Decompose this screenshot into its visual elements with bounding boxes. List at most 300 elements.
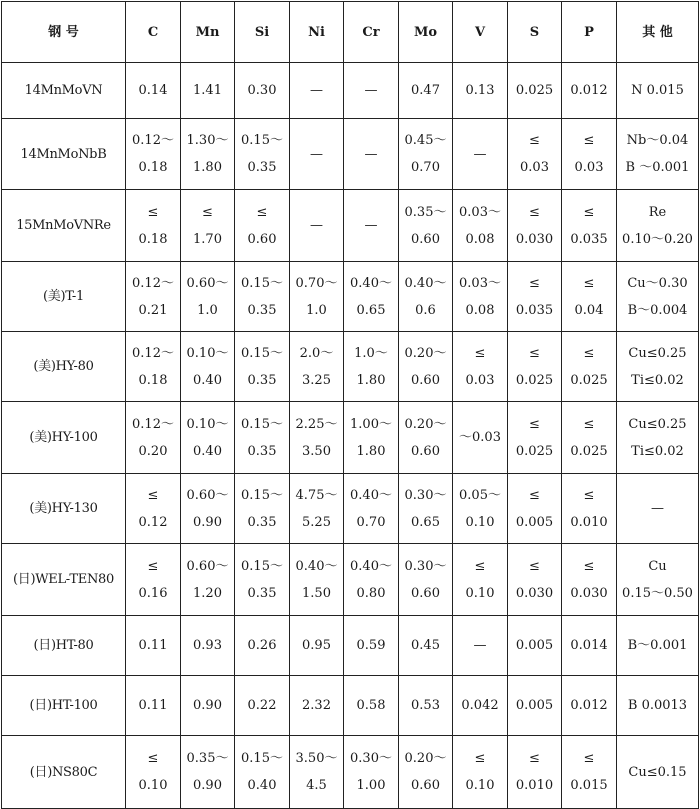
cell-si	[235, 262, 290, 332]
cell-line: B 0.0013	[627, 698, 688, 713]
cell-v	[453, 544, 508, 616]
column-header-p: P	[562, 2, 617, 63]
cell-line: 0.70	[356, 514, 386, 530]
cell-line: 0.15～	[241, 345, 283, 361]
cell-si	[235, 63, 290, 119]
cell-si	[235, 190, 290, 262]
cell-line: 0.35～	[186, 751, 229, 766]
cell-line: 4.5	[306, 778, 327, 793]
cell-line: 0.60～	[186, 487, 229, 503]
cell-line: 0.03	[465, 372, 495, 388]
cell-line: 0.60	[247, 231, 277, 247]
cell-line: ≤	[256, 204, 268, 220]
cell-line: Re	[648, 204, 667, 220]
cell-line: 0.60	[411, 585, 440, 601]
cell-mo	[399, 262, 453, 332]
cell-line: 0.10～0.20	[622, 231, 693, 247]
cell-line: ≤	[529, 416, 540, 432]
cell-c	[126, 676, 181, 736]
cell-other	[617, 190, 699, 262]
cell-line: B ～0.001	[625, 160, 690, 175]
cell-v	[453, 616, 508, 676]
cell-c	[126, 474, 181, 544]
cell-line: 0.90	[193, 514, 222, 530]
cell-line: 0.10～	[186, 345, 229, 361]
cell-line: 0.40	[193, 372, 222, 388]
cell-line: 0.40～	[350, 558, 392, 574]
cell-line: ≤	[529, 751, 540, 766]
cell-mo	[399, 676, 453, 736]
cell-line: Nb～0.04	[626, 133, 689, 148]
steel-grade-cell: 15MnMoVNRe	[2, 190, 126, 262]
cell-line: —	[364, 83, 378, 98]
cell-line: 0.16	[138, 585, 168, 601]
cell-line: Cu	[648, 558, 667, 574]
column-header-other: 其 他	[617, 2, 699, 63]
cell-v	[453, 119, 508, 190]
cell-p	[562, 676, 617, 736]
column-header-ni: Ni	[290, 2, 344, 63]
cell-si	[235, 402, 290, 474]
cell-line: 0.40～	[404, 275, 447, 291]
cell-si	[235, 332, 290, 402]
cell-line: ≤	[583, 751, 595, 766]
table-row	[2, 474, 699, 544]
cell-line: —	[473, 638, 487, 653]
cell-line: 0.35	[247, 585, 277, 601]
cell-line: 0.35	[247, 302, 277, 318]
cell-line: 0.05～	[459, 487, 501, 503]
cell-line: Cu≤0.15	[628, 764, 687, 780]
cell-mo	[399, 474, 453, 544]
cell-line: Ti≤0.02	[631, 443, 684, 459]
cell-line: 1.0	[306, 302, 327, 318]
cell-line: ≤	[583, 133, 595, 148]
cell-line: ≤	[583, 345, 595, 361]
cell-mn	[181, 676, 235, 736]
steel-composition-table	[1, 1, 699, 809]
cell-line: 1.50	[302, 585, 331, 601]
cell-mo	[399, 736, 453, 809]
cell-line: 1.80	[356, 443, 386, 459]
cell-line: —	[651, 501, 664, 516]
cell-line: 3.50～	[295, 751, 338, 766]
cell-line: 0.20～	[404, 751, 447, 766]
cell-other	[617, 262, 699, 332]
table-row	[2, 119, 699, 190]
cell-v	[453, 402, 508, 474]
cell-s	[508, 190, 562, 262]
table-row	[2, 332, 699, 402]
cell-line: 0.12～	[132, 133, 174, 148]
cell-line: 0.26	[247, 638, 277, 653]
cell-line: 0.30～	[404, 558, 447, 574]
cell-line: 0.35	[247, 514, 277, 530]
cell-line: ≤	[474, 345, 486, 361]
cell-ni	[290, 736, 344, 809]
cell-c	[126, 262, 181, 332]
cell-p	[562, 616, 617, 676]
cell-line: 0.60	[411, 372, 440, 388]
cell-p	[562, 262, 617, 332]
cell-line: 4.75～	[295, 487, 338, 503]
cell-line: 2.25～	[295, 416, 338, 432]
cell-line: 0.030	[570, 585, 608, 601]
cell-line: ≤	[583, 275, 595, 291]
cell-c	[126, 544, 181, 616]
cell-si	[235, 616, 290, 676]
cell-ni	[290, 676, 344, 736]
cell-cr	[344, 402, 399, 474]
column-header-v: V	[453, 2, 508, 63]
cell-s	[508, 332, 562, 402]
cell-line: 0.65	[411, 514, 440, 530]
cell-line: 0.35～	[404, 204, 447, 220]
cell-line: 0.40～	[350, 275, 392, 291]
cell-line: 0.80	[356, 585, 386, 601]
cell-line: 0.60	[411, 778, 440, 793]
table-row	[2, 63, 699, 119]
cell-line: Ti≤0.02	[631, 372, 684, 388]
cell-ni	[290, 63, 344, 119]
cell-mo	[399, 544, 453, 616]
cell-line: 0.40	[193, 443, 222, 459]
cell-cr	[344, 676, 399, 736]
cell-other	[617, 332, 699, 402]
cell-line: 0.005	[515, 638, 554, 653]
cell-v	[453, 63, 508, 119]
cell-line: 0.14	[138, 83, 168, 98]
cell-cr	[344, 616, 399, 676]
cell-line: 0.04	[574, 302, 604, 318]
cell-p	[562, 544, 617, 616]
table-row	[2, 736, 699, 809]
cell-line: ≤	[529, 487, 540, 503]
cell-cr	[344, 544, 399, 616]
cell-cr	[344, 474, 399, 544]
cell-line: —	[310, 146, 323, 162]
cell-s	[508, 119, 562, 190]
cell-p	[562, 402, 617, 474]
cell-line: ≤	[147, 487, 159, 503]
cell-c	[126, 402, 181, 474]
cell-line: 0.60	[411, 231, 440, 247]
cell-line: 0.15～	[241, 416, 283, 432]
cell-line: 1.80	[356, 372, 386, 388]
cell-c	[126, 63, 181, 119]
cell-cr	[344, 63, 399, 119]
cell-line: 0.30～	[350, 751, 392, 766]
cell-line: 0.10	[465, 514, 495, 530]
cell-line: 0.35	[247, 160, 277, 175]
cell-mo	[399, 119, 453, 190]
cell-line: 0.95	[302, 638, 331, 653]
column-header-c: C	[126, 2, 181, 63]
table-row	[2, 616, 699, 676]
cell-line: 0.60～	[186, 558, 229, 574]
steel-grade-cell: (日)HT-100	[2, 676, 126, 736]
cell-other	[617, 544, 699, 616]
cell-mn	[181, 544, 235, 616]
cell-mo	[399, 190, 453, 262]
cell-line: 0.15～	[241, 487, 283, 503]
cell-s	[508, 402, 562, 474]
cell-si	[235, 676, 290, 736]
cell-line: ≤	[583, 487, 595, 503]
column-header-si: Si	[235, 2, 290, 63]
cell-line: Cu～0.30	[627, 275, 688, 291]
cell-other	[617, 474, 699, 544]
cell-line: Cu≤0.25	[628, 345, 687, 361]
table-row	[2, 262, 699, 332]
cell-line: —	[364, 218, 378, 233]
cell-line: ≤	[474, 751, 486, 766]
cell-line: 0.035	[570, 231, 608, 247]
cell-line: 1.41	[193, 83, 222, 98]
cell-line: 0.15～	[241, 751, 283, 766]
cell-line: 0.12～	[132, 275, 174, 291]
cell-line: 0.18	[138, 231, 168, 247]
cell-line: 0.30	[247, 83, 277, 98]
cell-line: 0.40～	[295, 558, 338, 574]
cell-line: 0.005	[515, 514, 554, 530]
cell-line: 0.45	[411, 638, 440, 653]
cell-line: 1.70	[193, 231, 222, 247]
cell-line: 0.012	[570, 83, 608, 98]
cell-c	[126, 736, 181, 809]
cell-p	[562, 119, 617, 190]
cell-line: 0.03	[574, 160, 604, 175]
cell-v	[453, 736, 508, 809]
cell-line: 0.40～	[350, 487, 392, 503]
cell-mn	[181, 63, 235, 119]
cell-other	[617, 63, 699, 119]
cell-line: ≤	[474, 558, 486, 574]
cell-line: ≤	[529, 133, 540, 148]
cell-line: 0.21	[138, 302, 168, 318]
cell-line: 1.80	[193, 160, 222, 175]
cell-line: 0.45～	[404, 133, 447, 148]
cell-line: 0.014	[570, 638, 608, 653]
cell-line: 0.65	[356, 302, 386, 318]
cell-line: 0.20～	[404, 345, 447, 361]
cell-line: 0.70	[411, 160, 440, 175]
cell-si	[235, 119, 290, 190]
cell-v	[453, 190, 508, 262]
cell-line: 0.20～	[404, 416, 447, 432]
cell-line: 0.18	[138, 160, 168, 175]
cell-line: ≤	[529, 558, 540, 574]
cell-line: 0.03～	[459, 204, 501, 220]
header-row	[2, 2, 699, 63]
cell-line: 0.11	[138, 638, 168, 653]
cell-line: ≤	[147, 558, 159, 574]
cell-v	[453, 332, 508, 402]
cell-si	[235, 544, 290, 616]
cell-cr	[344, 190, 399, 262]
steel-grade-cell: (美)HY-100	[2, 402, 126, 474]
cell-ni	[290, 332, 344, 402]
cell-line: 0.12	[138, 514, 168, 530]
cell-p	[562, 190, 617, 262]
cell-mn	[181, 332, 235, 402]
cell-v	[453, 676, 508, 736]
cell-line: 2.32	[302, 698, 331, 713]
cell-cr	[344, 332, 399, 402]
cell-line: 0.70～	[295, 275, 338, 291]
cell-line: 0.12～	[132, 345, 174, 361]
cell-mo	[399, 63, 453, 119]
cell-line: 0.03～	[459, 275, 501, 291]
cell-line: —	[310, 218, 323, 233]
cell-line: 0.025	[515, 372, 554, 388]
cell-line: 0.15～	[241, 275, 283, 291]
cell-line: ≤	[529, 275, 540, 291]
cell-mo	[399, 616, 453, 676]
cell-cr	[344, 262, 399, 332]
cell-line: 0.53	[411, 698, 440, 713]
cell-line: 0.6	[415, 302, 436, 318]
cell-p	[562, 474, 617, 544]
cell-line: ≤	[583, 558, 595, 574]
cell-v	[453, 474, 508, 544]
cell-line: 0.20	[138, 443, 168, 459]
cell-line: ≤	[529, 345, 540, 361]
cell-line: 1.0～	[354, 345, 388, 361]
cell-c	[126, 332, 181, 402]
cell-line: 0.025	[515, 83, 554, 98]
cell-line: 5.25	[302, 514, 331, 530]
cell-line: 0.59	[356, 638, 386, 653]
cell-s	[508, 262, 562, 332]
cell-c	[126, 616, 181, 676]
cell-line: 0.58	[356, 698, 386, 713]
cell-line: 1.00～	[350, 416, 392, 432]
cell-ni	[290, 474, 344, 544]
table-row	[2, 190, 699, 262]
steel-grade-cell: (美)HY-80	[2, 332, 126, 402]
cell-line: 0.93	[193, 638, 222, 653]
cell-other	[617, 119, 699, 190]
cell-line: 0.042	[461, 698, 499, 713]
cell-ni	[290, 402, 344, 474]
cell-line: —	[364, 146, 378, 162]
cell-line: 0.35	[247, 372, 277, 388]
cell-other	[617, 676, 699, 736]
cell-line: 0.012	[570, 698, 608, 713]
cell-s	[508, 474, 562, 544]
cell-line: 0.08	[465, 302, 495, 318]
cell-mn	[181, 119, 235, 190]
cell-line: 0.30～	[404, 487, 447, 503]
steel-grade-cell: (日)HT-80	[2, 616, 126, 676]
cell-ni	[290, 262, 344, 332]
cell-line: Cu≤0.25	[628, 416, 687, 432]
cell-line: 0.11	[138, 698, 168, 713]
cell-si	[235, 474, 290, 544]
cell-other	[617, 402, 699, 474]
cell-s	[508, 736, 562, 809]
steel-grade-cell: (美)T-1	[2, 262, 126, 332]
cell-line: 0.08	[465, 231, 495, 247]
cell-line: 0.03	[520, 160, 549, 175]
cell-line: 0.15～	[241, 558, 283, 574]
cell-mo	[399, 332, 453, 402]
cell-line: B～0.001	[627, 638, 688, 653]
cell-line: 1.20	[193, 585, 222, 601]
cell-cr	[344, 119, 399, 190]
table-body	[2, 63, 699, 809]
cell-s	[508, 544, 562, 616]
table-row	[2, 544, 699, 616]
cell-line: ≤	[202, 204, 213, 220]
cell-line: 0.15～0.50	[622, 585, 693, 601]
cell-line: 2.0～	[299, 345, 334, 361]
cell-other	[617, 736, 699, 809]
cell-s	[508, 616, 562, 676]
cell-line: 3.25	[302, 372, 331, 388]
steel-grade-cell: 14MnMoVN	[2, 63, 126, 119]
cell-c	[126, 119, 181, 190]
cell-line: ≤	[529, 204, 540, 220]
cell-line: 1.30～	[186, 133, 229, 148]
steel-grade-cell: 14MnMoNbB	[2, 119, 126, 190]
cell-line: 0.015	[570, 778, 608, 793]
cell-other	[617, 616, 699, 676]
cell-line: 3.50	[302, 443, 331, 459]
table-row	[2, 676, 699, 736]
cell-line: 0.13	[465, 83, 495, 98]
column-header-grade: 钢 号	[2, 2, 126, 63]
cell-line: ≤	[147, 204, 159, 220]
cell-ni	[290, 544, 344, 616]
cell-line: 0.10～	[186, 416, 229, 432]
cell-line: —	[473, 146, 487, 162]
column-header-cr: Cr	[344, 2, 399, 63]
cell-line: 0.18	[138, 372, 168, 388]
cell-line: 0.22	[247, 698, 277, 713]
cell-line: 1.00	[356, 778, 386, 793]
cell-line: 0.15～	[241, 133, 283, 148]
cell-line: B～0.004	[627, 302, 688, 318]
cell-line: 0.12～	[132, 416, 174, 432]
cell-line: 0.10	[138, 778, 168, 793]
cell-line: 0.010	[515, 778, 554, 793]
cell-mn	[181, 402, 235, 474]
cell-mn	[181, 190, 235, 262]
cell-ni	[290, 616, 344, 676]
cell-line: 0.025	[570, 443, 608, 459]
cell-line: 0.030	[515, 231, 554, 247]
cell-line: 0.10	[465, 778, 495, 793]
column-header-mn: Mn	[181, 2, 235, 63]
cell-mn	[181, 736, 235, 809]
cell-line: 0.35	[247, 443, 277, 459]
cell-mo	[399, 402, 453, 474]
cell-line: 0.025	[570, 372, 608, 388]
cell-line: —	[310, 83, 323, 98]
cell-line: 0.90	[193, 698, 222, 713]
cell-line: 0.025	[515, 443, 554, 459]
cell-line: 0.035	[515, 302, 554, 318]
cell-line: 0.40	[247, 778, 277, 793]
cell-line: 0.005	[515, 698, 554, 713]
cell-s	[508, 676, 562, 736]
cell-mn	[181, 474, 235, 544]
cell-mn	[181, 616, 235, 676]
cell-p	[562, 63, 617, 119]
steel-grade-cell: (美)HY-130	[2, 474, 126, 544]
